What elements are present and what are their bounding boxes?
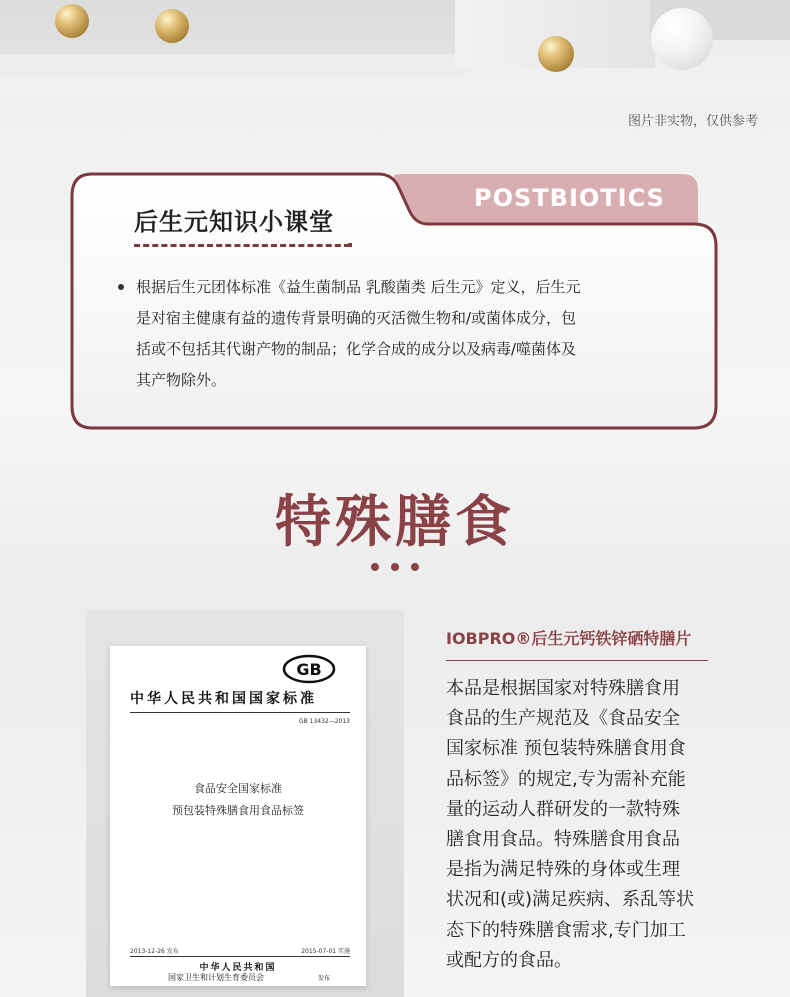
body-line: 其产物除外。 <box>136 371 227 389</box>
card-body-text <box>136 272 678 396</box>
desc-line: 食品的生产规范及《食品安全 <box>446 708 680 730</box>
desc-line: 膳食用食品。特殊膳食用食品 <box>446 829 680 851</box>
decorative-scene <box>0 0 790 95</box>
document-title-line1: 食品安全国家标准 <box>194 782 282 795</box>
desc-line: 量的运动人群研发的一款特殊 <box>446 798 680 820</box>
standard-code: GB 13432—2013 <box>298 718 350 725</box>
desc-line: 或配方的食品。 <box>446 949 572 971</box>
gold-sphere <box>538 36 574 72</box>
issue-date: 2013-12-26 发布 <box>130 948 179 955</box>
disclaimer-text: 图片非实物，仅供参考 <box>627 114 758 129</box>
footer-line2: 国家卫生和计划生育委员会 <box>168 973 264 982</box>
section-title: 特殊膳食 <box>275 490 515 555</box>
dots-divider <box>0 556 790 575</box>
gb-logo-text: GB <box>296 660 322 679</box>
gold-sphere <box>55 4 89 38</box>
desc-line: 态下的特殊膳食需求,专门加工 <box>446 919 686 941</box>
body-line: 是对宿主健康有益的遗传背景明确的灭活微生物和/或菌体成分，包 <box>136 309 577 327</box>
gb-logo-icon <box>282 654 336 684</box>
knowledge-card <box>70 172 720 432</box>
card-tag: POSTBIOTICS <box>474 184 665 212</box>
card-title: 后生元知识小课堂 <box>134 208 334 236</box>
divider <box>130 956 350 957</box>
desc-line: 状况和(或)满足疾病、系乱等状 <box>446 889 695 911</box>
card-body <box>118 272 678 396</box>
product-name: IOBPRO®后生元钙铁锌硒特膳片 <box>446 629 692 648</box>
desc-line: 国家标准 预包装特殊膳食用食 <box>446 738 686 760</box>
white-sphere <box>651 8 713 70</box>
underline-dot <box>348 243 352 247</box>
bullet-icon <box>118 284 124 290</box>
product-description <box>446 674 716 976</box>
desc-line: 本品是根据国家对特殊膳食用 <box>446 678 680 699</box>
desc-line: 是指为满足特殊的身体或生理 <box>446 859 680 881</box>
gold-sphere <box>155 9 189 43</box>
footer-issue: 发布 <box>318 975 331 982</box>
body-line: 括或不包括其代谢产物的制品；化学合成的成分以及病毒/噬菌体及 <box>136 340 577 358</box>
product-divider <box>446 660 708 661</box>
document-title-line2: 预包装特殊膳食用食品标签 <box>172 804 304 817</box>
standard-document <box>110 646 366 986</box>
document-heading: 中华人民共和国国家标准 <box>130 691 317 707</box>
desc-line: 品标签》的规定,专为需补充能 <box>446 768 686 790</box>
title-underline <box>134 244 350 247</box>
footer-line1: 中华人民共和国 <box>199 963 277 973</box>
divider <box>130 712 350 713</box>
effective-date: 2015-07-01 实施 <box>301 948 350 955</box>
body-line: 根据后生元团体标准《益生菌制品 乳酸菌类 后生元》定义，后生元 <box>136 278 581 296</box>
